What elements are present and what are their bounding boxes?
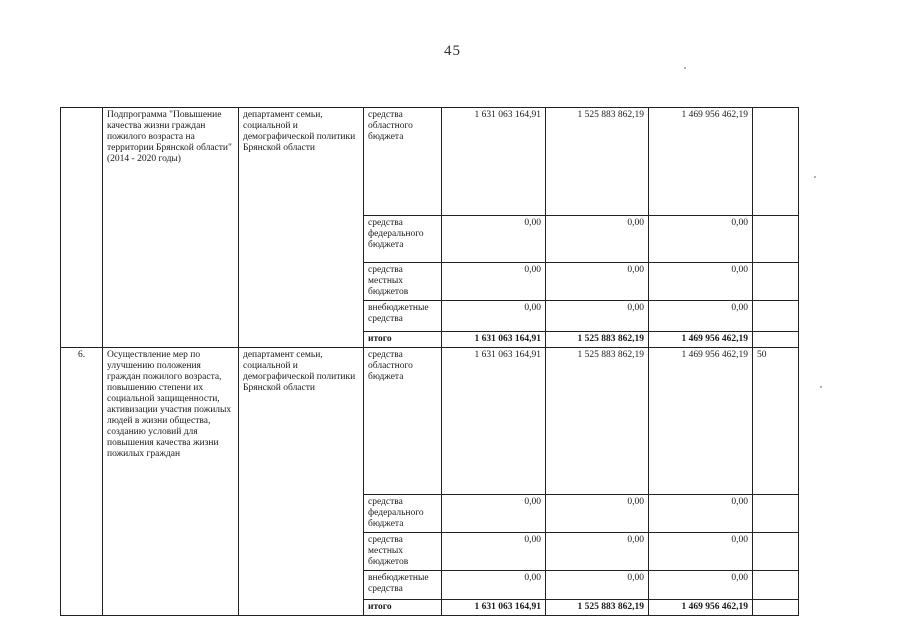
executor: департамент семьи, социальной и демографической политики Брянской области bbox=[239, 108, 364, 348]
extra-cell bbox=[753, 571, 799, 600]
amount-cell: 1 469 956 462,19 bbox=[649, 108, 753, 216]
extra-cell bbox=[753, 301, 799, 332]
total-label: итого bbox=[364, 600, 442, 616]
amount-cell: 0,00 bbox=[546, 301, 649, 332]
amount-cell: 0,00 bbox=[442, 216, 546, 263]
amount-cell: 0,00 bbox=[649, 216, 753, 263]
extra-cell bbox=[753, 263, 799, 301]
amount-cell: 1 631 063 164,91 bbox=[442, 348, 546, 495]
scan-speck bbox=[820, 386, 822, 388]
amount-cell: 0,00 bbox=[649, 263, 753, 301]
extra-cell bbox=[753, 495, 799, 533]
table-row bbox=[61, 348, 799, 495]
scan-speck bbox=[684, 67, 686, 69]
amount-cell: 0,00 bbox=[649, 301, 753, 332]
funding-source-label: средства федерального бюджета bbox=[364, 495, 442, 533]
row-index: 6. bbox=[61, 348, 103, 616]
total-amount-cell: 1 469 956 462,19 bbox=[649, 332, 753, 348]
extra-cell bbox=[753, 600, 799, 616]
amount-cell: 0,00 bbox=[546, 533, 649, 571]
program-name: Подпрограмма "Повышение качества жизни граждан пожилого возраста на территории Брянской области" (2014 - 2020 годы) bbox=[103, 108, 239, 348]
funding-source-label: внебюджетные средства bbox=[364, 571, 442, 600]
amount-cell: 0,00 bbox=[649, 533, 753, 571]
extra-cell bbox=[753, 533, 799, 571]
extra-cell bbox=[753, 216, 799, 263]
amount-cell: 0,00 bbox=[546, 263, 649, 301]
total-amount-cell: 1 525 883 862,19 bbox=[546, 600, 649, 616]
amount-cell: 0,00 bbox=[442, 301, 546, 332]
funding-source-label: средства местных бюджетов bbox=[364, 533, 442, 571]
funding-source-label: средства областного бюджета bbox=[364, 348, 442, 495]
total-amount-cell: 1 631 063 164,91 bbox=[442, 600, 546, 616]
scan-speck bbox=[814, 176, 816, 178]
extra-cell: 50 bbox=[753, 348, 799, 495]
amount-cell: 1 525 883 862,19 bbox=[546, 108, 649, 216]
funding-source-label: средства местных бюджетов bbox=[364, 263, 442, 301]
amount-cell: 0,00 bbox=[546, 216, 649, 263]
extra-cell bbox=[753, 108, 799, 216]
extra-cell bbox=[753, 332, 799, 348]
amount-cell: 0,00 bbox=[442, 495, 546, 533]
total-amount-cell: 1 631 063 164,91 bbox=[442, 332, 546, 348]
amount-cell: 0,00 bbox=[649, 571, 753, 600]
budget-table bbox=[60, 107, 799, 616]
amount-cell: 0,00 bbox=[649, 495, 753, 533]
page-number: 45 bbox=[444, 43, 461, 59]
total-amount-cell: 1 469 956 462,19 bbox=[649, 600, 753, 616]
row-index bbox=[61, 108, 103, 348]
amount-cell: 0,00 bbox=[546, 495, 649, 533]
amount-cell: 1 469 956 462,19 bbox=[649, 348, 753, 495]
table-row bbox=[61, 108, 799, 216]
amount-cell: 0,00 bbox=[442, 533, 546, 571]
total-amount-cell: 1 525 883 862,19 bbox=[546, 332, 649, 348]
amount-cell: 0,00 bbox=[442, 263, 546, 301]
amount-cell: 1 631 063 164,91 bbox=[442, 108, 546, 216]
executor: департамент семьи, социальной и демографической политики Брянской области bbox=[239, 348, 364, 616]
total-label: итого bbox=[364, 332, 442, 348]
amount-cell: 0,00 bbox=[442, 571, 546, 600]
funding-source-label: средства областного бюджета bbox=[364, 108, 442, 216]
funding-source-label: внебюджетные средства bbox=[364, 301, 442, 332]
program-name: Осуществление мер по улучшению положения граждан пожилого возраста, повышению степени их социальной защищенности, активизации участия пожилых людей в жизни общества, созданию условий для повышения качества жизни пожилых граждан bbox=[103, 348, 239, 616]
funding-source-label: средства федерального бюджета bbox=[364, 216, 442, 263]
amount-cell: 1 525 883 862,19 bbox=[546, 348, 649, 495]
amount-cell: 0,00 bbox=[546, 571, 649, 600]
